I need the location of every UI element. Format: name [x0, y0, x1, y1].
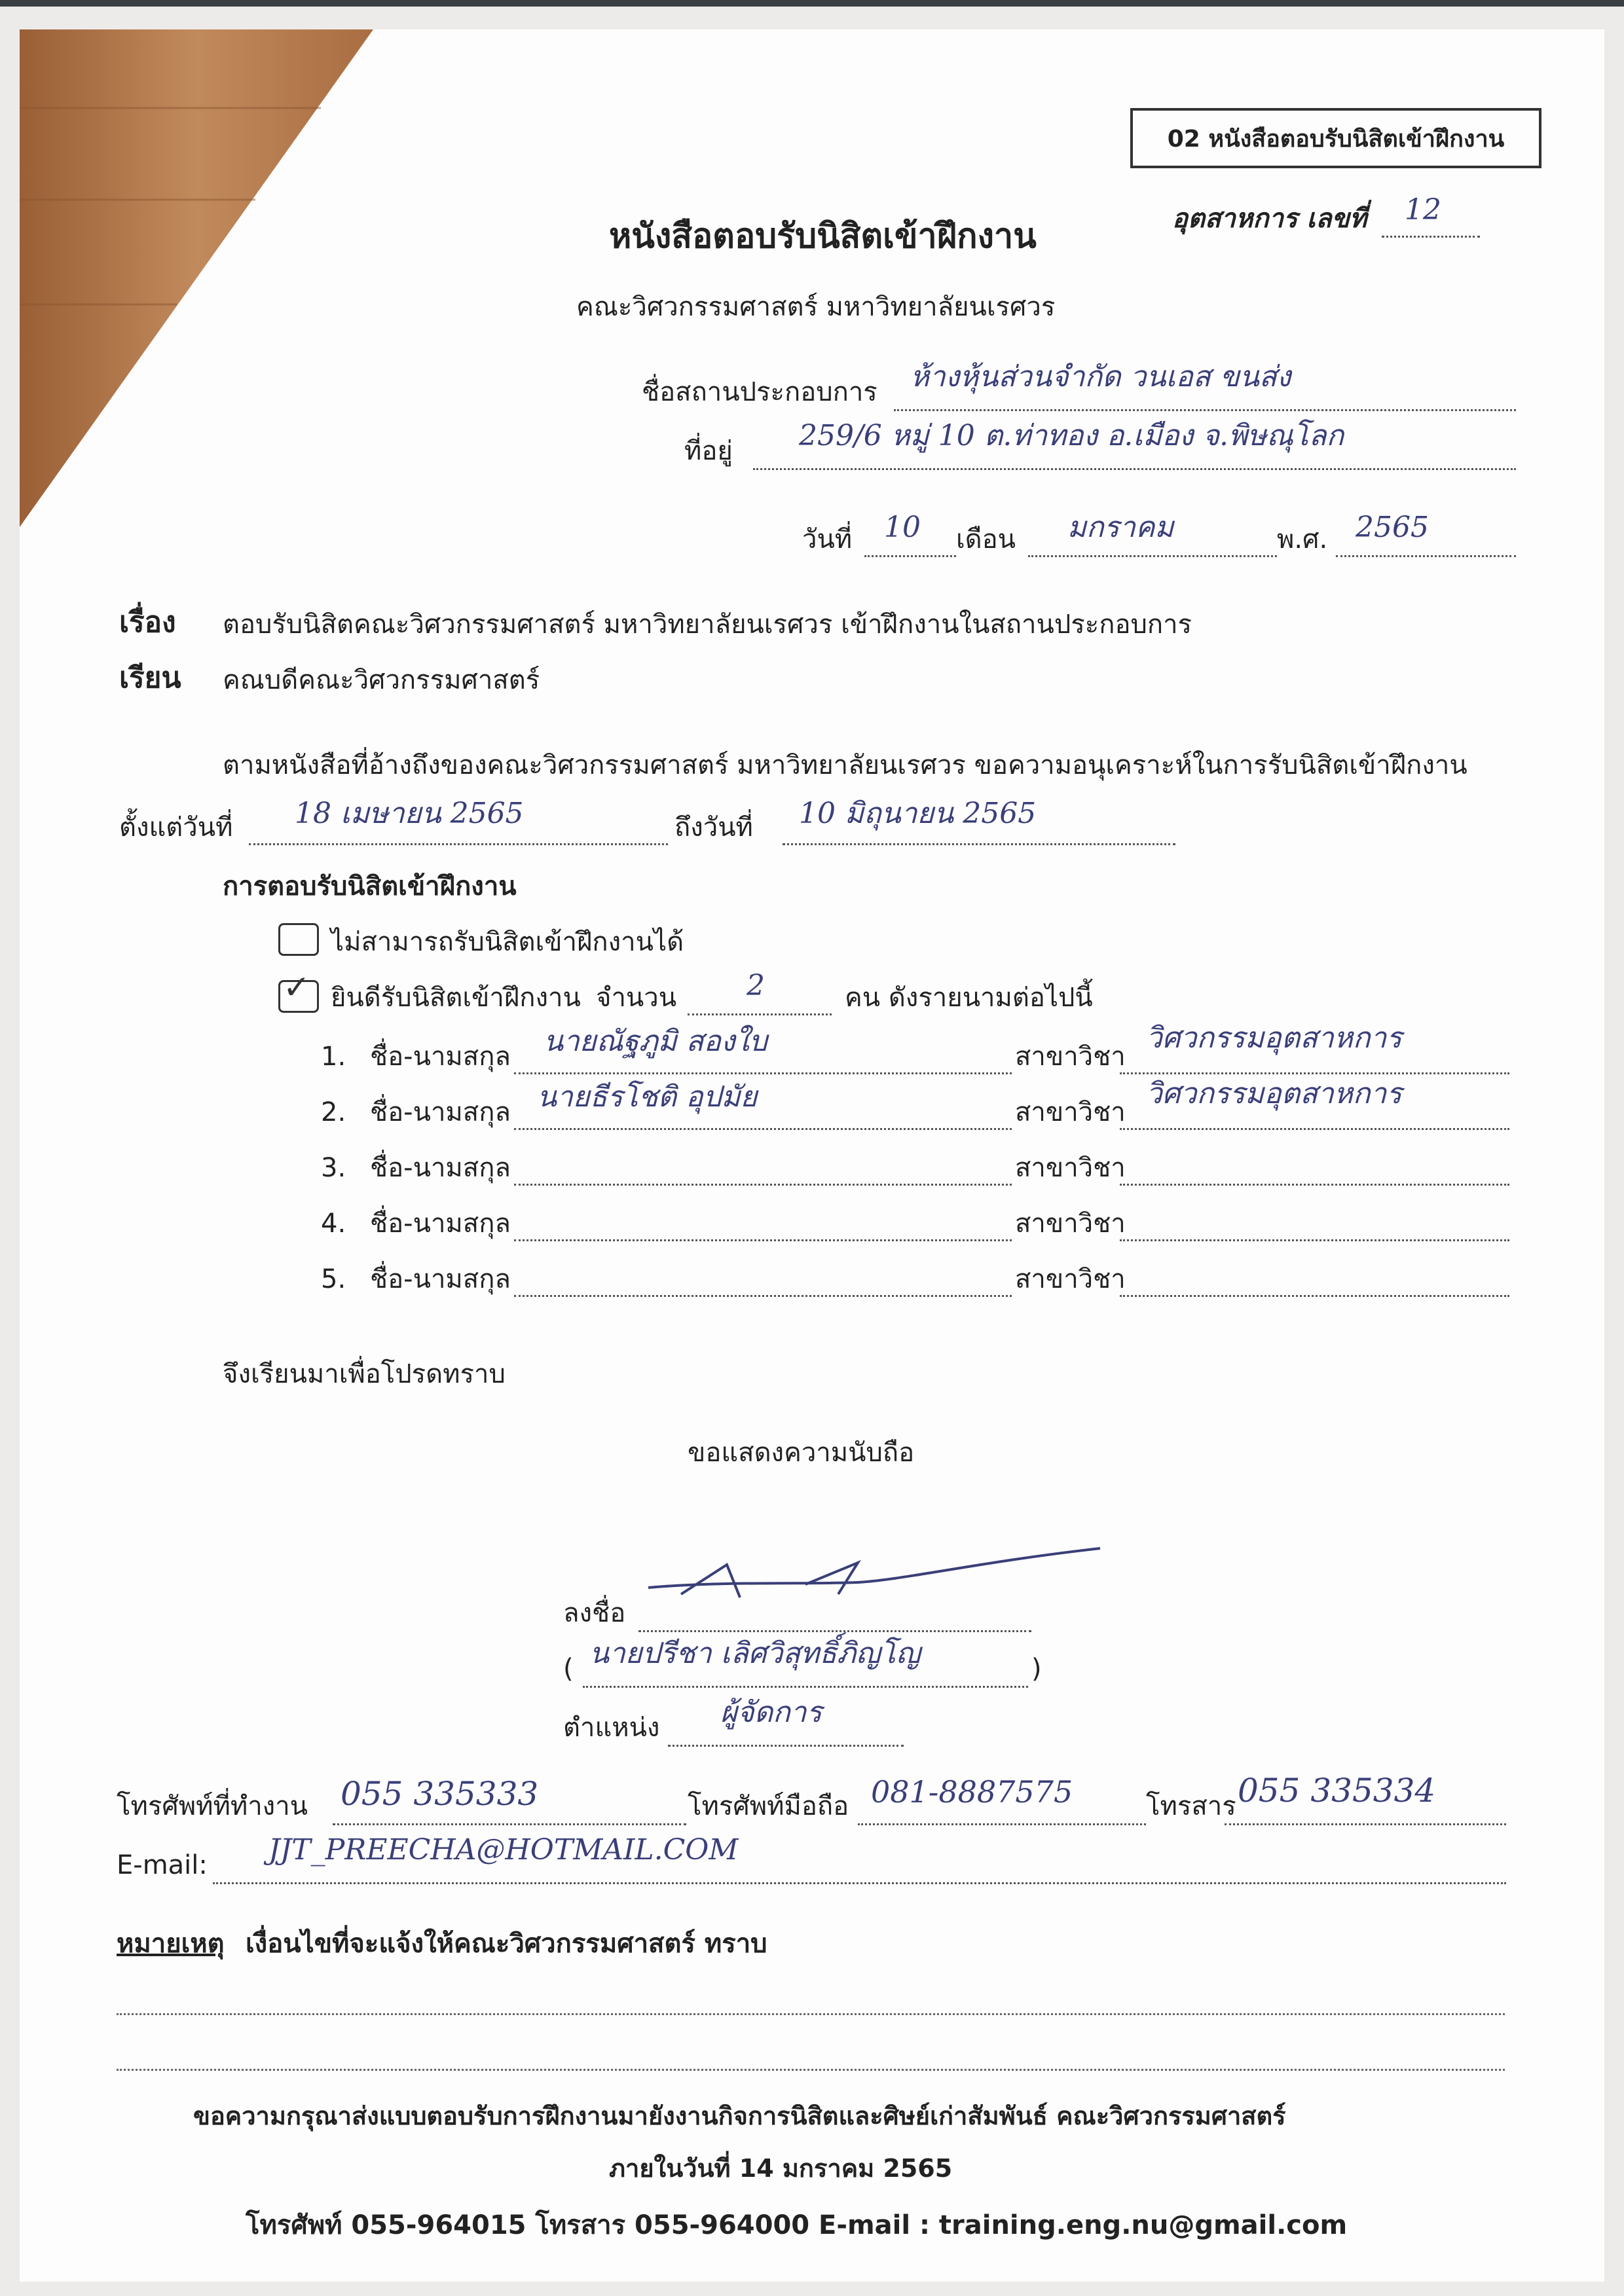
student-name-value: นายธีรโชติ อุปมัย: [537, 1080, 758, 1114]
student-major-label: สาขาวิชา: [1015, 1097, 1126, 1127]
closing-text: จึงเรียนมาเพื่อโปรดทราบ: [223, 1359, 506, 1389]
to-label: เรียน: [119, 661, 181, 695]
mobile-phone-label: โทรศัพท์มือถือ: [688, 1791, 849, 1821]
student-major-label: สาขาวิชา: [1015, 1042, 1126, 1072]
subject-label: เรื่อง: [119, 606, 176, 639]
student-name-line: [514, 1072, 1012, 1074]
acceptance-heading: การตอบรับนิสิตเข้าฝึกงาน: [223, 871, 517, 902]
period-from-value: 18 เมษายน 2565: [295, 797, 524, 830]
student-major-label: สาขาวิชา: [1015, 1153, 1126, 1183]
student-name-line: [514, 1184, 1012, 1186]
student-major-line: [1120, 1184, 1509, 1186]
doc-number-value: 12: [1405, 193, 1441, 227]
footer-line-1: ขอความกรุณาส่งแบบตอบรับการฝึกงานมายังงานกิจการนิสิตและศิษย์เก่าสัมพันธ์ คณะวิศวกรรมศาสตร์: [193, 2102, 1286, 2130]
company-address-label: ที่อยู่: [684, 436, 733, 466]
footer-line-3: โทรศัพท์ 055-964015 โทรสาร 055-964000 E-mail : training.eng.nu@gmail.com: [246, 2210, 1348, 2240]
email-line: [213, 1882, 1506, 1884]
email-value: JJT_PREECHA@HOTMAIL.COM: [268, 1833, 739, 1867]
mobile-phone-line: [858, 1823, 1146, 1825]
company-name-label: ชื่อสถานประกอบการ: [642, 377, 877, 407]
position-line: [668, 1745, 904, 1747]
date-month-value: มกราคม: [1067, 511, 1174, 544]
date-year-line: [1336, 555, 1516, 557]
student-number: 2.: [321, 1097, 346, 1127]
note-line-1: [117, 2013, 1505, 2015]
office-phone-label: โทรศัพท์ที่ทำงาน: [117, 1791, 308, 1821]
student-major-value: วิศวกรรมอุตสาหการ: [1146, 1077, 1402, 1110]
doc-number-label: อุตสาหการ เลขที่: [1172, 204, 1367, 234]
signer-open-paren: (: [563, 1654, 574, 1684]
date-day-value: 10: [884, 511, 921, 544]
student-name-label: ชื่อ-นามสกุล: [370, 1264, 511, 1294]
fax-label: โทรสาร: [1146, 1791, 1236, 1821]
student-number: 3.: [321, 1153, 346, 1183]
student-name-line: [514, 1128, 1012, 1130]
period-to-label: ถึงวันที่: [674, 812, 753, 843]
signer-name-line: [583, 1686, 1028, 1688]
reject-checkbox[interactable]: [278, 923, 319, 956]
fax-value: 055 335334: [1238, 1772, 1436, 1810]
regards-text: ขอแสดงความนับถือ: [688, 1438, 915, 1468]
folder-corner: [20, 29, 478, 553]
position-label: ตำแหน่ง: [563, 1713, 660, 1743]
student-major-label: สาขาวิชา: [1015, 1209, 1126, 1239]
company-name-line: [894, 409, 1516, 411]
student-name-value: นายณัฐภูมิ สองใบ: [544, 1025, 767, 1058]
student-name-label: ชื่อ-นามสกุล: [370, 1042, 511, 1072]
date-day-line: [864, 555, 956, 557]
body-text: ตามหนังสือที่อ้างถึงของคณะวิศวกรรมศาสตร์ มหาวิทยาลัยนเรศวร ขอความอนุเคราะห์ในการรับนิสิตเข้าฝึกงาน: [223, 750, 1467, 780]
student-number: 5.: [321, 1264, 346, 1294]
sign-label: ลงชื่อ: [563, 1598, 626, 1628]
company-address-value: 259/6 หมู่ 10 ต.ท่าทอง อ.เมือง จ.พิษณุโลก: [799, 419, 1344, 452]
company-address-line: [753, 468, 1516, 470]
mobile-phone-value: 081-8887575: [871, 1774, 1073, 1810]
student-name-line: [514, 1295, 1012, 1297]
student-name-label: ชื่อ-นามสกุล: [370, 1097, 511, 1127]
student-number: 1.: [321, 1042, 346, 1072]
count-label: จำนวน: [596, 983, 677, 1013]
faculty-line: คณะวิศวกรรมศาสตร์ มหาวิทยาลัยนเรศวร: [576, 292, 1056, 322]
date-month-line: [1028, 555, 1277, 557]
student-name-label: ชื่อ-นามสกุล: [370, 1153, 511, 1183]
form-code-label: 02 หนังสือตอบรับนิสิตเข้าฝึกงาน: [1167, 125, 1505, 153]
note-line-2: [117, 2069, 1505, 2071]
signature-scribble: [642, 1535, 1113, 1607]
student-name-label: ชื่อ-นามสกุล: [370, 1209, 511, 1239]
period-to-value: 10 มิถุนายน 2565: [799, 797, 1037, 830]
period-from-label: ตั้งแต่วันที่: [119, 812, 233, 843]
to-text: คณบดีคณะวิศวกรรมศาสตร์: [223, 665, 540, 695]
accept-checkmark-icon: ✓: [283, 968, 310, 1006]
note-text: เงื่อนไขที่จะแจ้งให้คณะวิศวกรรมศาสตร์ ทราบ: [246, 1929, 767, 1959]
form-code-box: [1130, 108, 1541, 168]
student-major-line: [1120, 1239, 1509, 1241]
date-day-label: วันที่: [802, 524, 853, 555]
accept-option-label: ยินดีรับนิสิตเข้าฝึกงาน: [331, 983, 581, 1013]
document-page: [20, 29, 1604, 2282]
signer-close-paren: ): [1031, 1654, 1042, 1684]
student-major-line: [1120, 1072, 1509, 1074]
date-year-value: 2565: [1356, 511, 1429, 544]
note-label: หมายเหตุ: [117, 1929, 225, 1959]
student-number: 4.: [321, 1209, 346, 1239]
position-value: ผู้จัดการ: [720, 1696, 822, 1729]
student-major-label: สาขาวิชา: [1015, 1264, 1126, 1294]
count-value: 2: [747, 969, 765, 1002]
page-title: หนังสือตอบรับนิสิตเข้าฝึกงาน: [609, 217, 1037, 256]
doc-number-line: [1382, 236, 1480, 238]
office-phone-line: [333, 1823, 686, 1825]
period-to-line: [783, 843, 1175, 845]
footer-line-2: ภายในวันที่ 14 มกราคม 2565: [609, 2154, 953, 2183]
count-suffix: คน ดังรายนามต่อไปนี้: [845, 983, 1093, 1013]
subject-text: ตอบรับนิสิตคณะวิศวกรรมศาสตร์ มหาวิทยาลัยนเรศวร เข้าฝึกงานในสถานประกอบการ: [223, 610, 1192, 640]
student-major-value: วิศวกรรมอุตสาหการ: [1146, 1021, 1402, 1055]
date-month-label: เดือน: [956, 524, 1016, 555]
sign-line: [638, 1630, 1031, 1632]
period-from-line: [249, 843, 668, 845]
scan-top-band: [0, 0, 1624, 7]
student-major-line: [1120, 1295, 1509, 1297]
company-name-value: ห้างหุ้นส่วนจำกัด วนเอส ขนส่ง: [910, 360, 1291, 393]
count-line: [688, 1013, 832, 1015]
signer-name-value: นายปรีชา เลิศวิสุทธิ์ภิญโญ: [589, 1637, 921, 1670]
date-year-label: พ.ศ.: [1277, 524, 1328, 555]
office-phone-value: 055 335333: [341, 1775, 539, 1813]
student-major-line: [1120, 1128, 1509, 1130]
reject-option-label: ไม่สามารถรับนิสิตเข้าฝึกงานได้: [331, 927, 684, 957]
email-label: E-mail:: [117, 1850, 208, 1880]
student-name-line: [514, 1239, 1012, 1241]
fax-line: [1225, 1823, 1506, 1825]
